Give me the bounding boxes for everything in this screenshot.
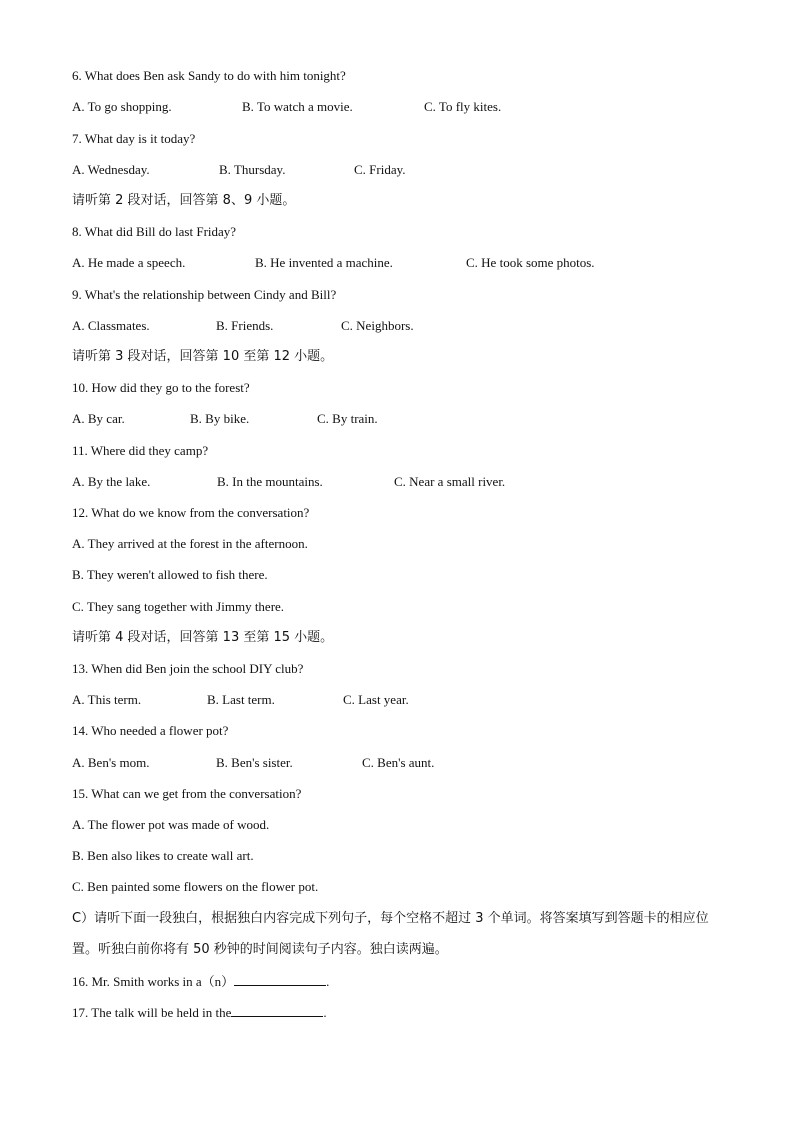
question-16-text: 16. Mr. Smith works in a（n） [72,974,235,989]
option-14a: A. Ben's mom. [72,755,150,770]
answer-blank-17[interactable] [231,1004,323,1017]
question-12: 12. What do we know from the conversation? [72,505,310,520]
option-11c: C. Near a small river. [394,474,506,489]
question-6: 6. What does Ben ask Sandy to do with him tonight? [72,68,346,83]
option-11a: A. By the lake. [72,474,151,489]
option-11b: B. In the mountains. [217,474,323,489]
option-10a: A. By car. [72,411,125,426]
section-4-instruction: 请听第 4 段对话，回答第 13 至第 15 小题。 [72,630,334,645]
option-13b: B. Last term. [207,692,275,707]
question-14: 14. Who needed a flower pot? [72,723,229,738]
option-12a: A. They arrived at the forest in the afternoon. [72,536,308,551]
option-13a: A. This term. [72,692,142,707]
option-12c: C. They sang together with Jimmy there. [72,599,285,614]
section-2-instruction: 请听第 2 段对话，回答第 8、9 小题。 [72,193,296,208]
question-10: 10. How did they go to the forest? [72,380,250,395]
option-6a: A. To go shopping. [72,99,172,114]
question-17-end: . [323,1005,327,1020]
question-17 [72,1004,327,1021]
question-7: 7. What day is it today? [72,131,196,146]
option-6b: B. To watch a movie. [242,99,353,114]
options-7 [72,162,672,178]
option-14c: C. Ben's aunt. [362,755,435,770]
option-15b: B. Ben also likes to create wall art. [72,848,254,863]
option-8b: B. He invented a machine. [255,255,393,270]
question-16-end: . [326,974,330,989]
options-14 [72,755,672,771]
option-8c: C. He took some photos. [466,255,595,270]
option-7c: C. Friday. [354,162,406,177]
question-13: 13. When did Ben join the school DIY club? [72,661,304,676]
option-15c: C. Ben painted some flowers on the flower pot. [72,879,319,894]
answer-blank-16[interactable] [234,973,326,986]
option-10c: C. By train. [317,411,378,426]
option-7a: A. Wednesday. [72,162,150,177]
options-8 [72,255,712,271]
question-15: 15. What can we get from the conversation? [72,786,302,801]
question-9: 9. What's the relationship between Cindy and Bill? [72,287,337,302]
option-8a: A. He made a speech. [72,255,186,270]
option-9a: A. Classmates. [72,318,150,333]
question-17-text: 17. The talk will be held in the [72,1005,232,1020]
question-11: 11. Where did they camp? [72,443,209,458]
options-10 [72,411,672,427]
option-15a: A. The flower pot was made of wood. [72,817,270,832]
option-12b: B. They weren't allowed to fish there. [72,567,268,582]
option-6c: C. To fly kites. [424,99,502,114]
question-8: 8. What did Bill do last Friday? [72,224,237,239]
option-10b: B. By bike. [190,411,250,426]
option-9b: B. Friends. [216,318,274,333]
section-c-instruction: C）请听下面一段独白，根据独白内容完成下列句子，每个空格不超过 3 个单词。将答案填写到答题卡的相应位置。听独白前你将有 50 秒钟的时间阅读句子内容。独白读两遍。 [72,911,709,957]
option-13c: C. Last year. [343,692,409,707]
options-11 [72,474,672,490]
option-14b: B. Ben's sister. [216,755,293,770]
option-7b: B. Thursday. [219,162,286,177]
options-6 [72,99,672,115]
option-9c: C. Neighbors. [341,318,414,333]
question-16 [72,973,329,990]
options-13 [72,692,672,708]
options-9 [72,318,672,334]
section-3-instruction: 请听第 3 段对话，回答第 10 至第 12 小题。 [72,349,334,364]
